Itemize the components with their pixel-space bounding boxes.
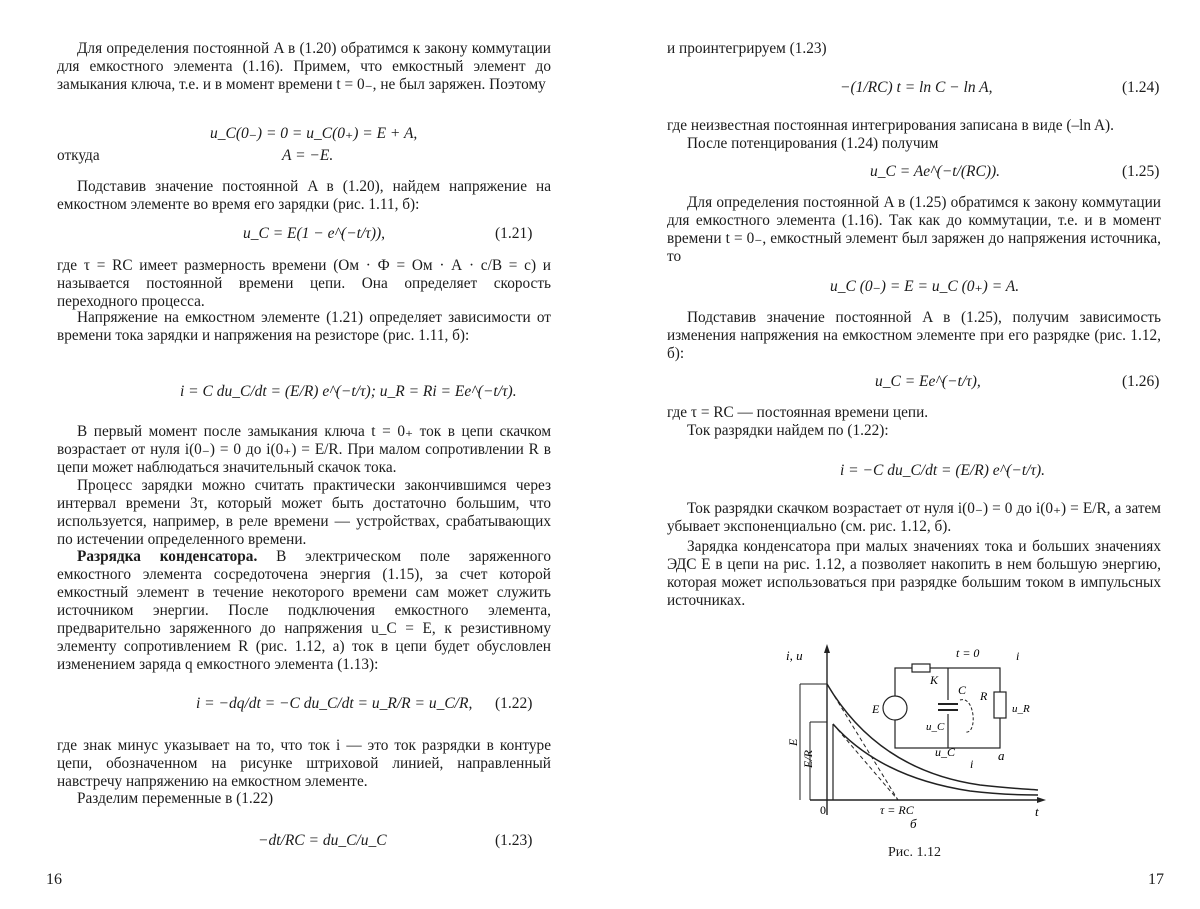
figure-caption: Рис. 1.12 [888, 845, 941, 860]
circuit-label-R: R [980, 689, 988, 703]
paragraph: В первый момент после замыкания ключа t = 0₊ ток в цепи скачком возрастает от нуля i(0₋) = 0 до i(0₊) = E/R. При малом сопротивлении R в цепи может наблюдаться значительный скачок тока. [57, 423, 551, 476]
paragraph: где знак минус указывает на то, что ток i — это ток разрядки в контуре цепи, обозначенном на рисунке штриховой линией, направленный навстречу напряжению на емкостном элементе. [57, 737, 551, 790]
paragraph: Для определения постоянной A в (1.20) обратимся к закону коммутации для емкостного элемента (1.16). Примем, что емкостный элемент до замыкания ключа, т.е. и в момент времени t = 0₋, не был заряжен. Поэтому [57, 40, 551, 93]
paragraph: Для определения постоянной A в (1.25) обратимся к закону коммутации для емкостного элемента (1.16). Так как до коммутации, т.е. и в момент времени t = 0₋, емкостный элемент был заряжен до напряжения источника, то [667, 194, 1161, 265]
equation-number: (1.21) [495, 225, 533, 242]
circuit-label-C: C [958, 683, 967, 697]
figure-1-12 [780, 640, 1050, 830]
circuit-label-E: E [872, 702, 880, 716]
paragraph: и проинтегрируем (1.23) [667, 40, 827, 57]
equation-number: (1.22) [495, 695, 533, 712]
paragraph: Подставив значение постоянной A в (1.20), найдем напряжение на емкостном элементе во время его зарядки (рис. 1.11, б): [57, 178, 551, 213]
equation: u_C (0₋) = E = u_C (0₊) = A. [830, 278, 1020, 295]
equation: −dt/RC = du_C/u_C [258, 832, 387, 849]
equation-number: (1.26) [1122, 373, 1160, 390]
paragraph: где неизвестная постоянная интегрирования записана в виде (–ln A). [667, 117, 1114, 134]
paragraph-text: В электрическом поле заряженного емкостного элемента сосредоточена энергия (1.15), за счет которой емкостный элемент в течение некоторого времени сам может служить источником энергии. После подключения емкостного элемента, предварительно заряженного до напряжения u_C = E, к резистивному элементу сопротивлением R (рис. 1.12, а) ток в цепи будет обусловлен изменением заряда q емкостного элемента (1.13): [57, 548, 551, 673]
equation-number: (1.24) [1122, 79, 1160, 96]
subfig-label-a: а [998, 748, 1005, 763]
circuit-label-t0: t = 0 [956, 646, 980, 660]
equation-number: (1.23) [495, 832, 533, 849]
equation: i = C du_C/dt = (E/R) e^(−t/τ); u_R = Ri = Ee^(−t/τ). [180, 383, 517, 400]
paragraph: Зарядка конденсатора при малых значениях тока и больших значениях ЭДС E в цепи на рис. 1.12, а позволяет накопить в нем большую энергию, которая может использоваться при разрядке большим током в импульсных источниках. [667, 538, 1161, 609]
tau-label: τ = RC [880, 803, 914, 817]
page-number: 16 [46, 871, 62, 888]
page-number: 17 [1148, 871, 1164, 888]
subfig-label-b: б [910, 816, 917, 830]
equation: A = −E. [282, 147, 334, 164]
paragraph: Напряжение на емкостном элементе (1.21) определяет зависимости от времени тока зарядки и напряжения на резисторе (рис. 1.11, б): [57, 309, 551, 344]
paragraph: Процесс зарядки можно считать практически закончившимся через интервал времени 3τ, который может быть достаточно большим, что используется, например, в реле времени — устройствах, срабатывающих по истечении определенного времени. [57, 477, 551, 548]
origin-label: 0 [820, 803, 826, 817]
paragraph: Ток разрядки найдем по (1.22): [687, 422, 889, 439]
equation: i = −C du_C/dt = (E/R) e^(−t/τ). [840, 462, 1046, 479]
paragraph [57, 548, 551, 674]
x-axis-label: t [1035, 804, 1039, 819]
circuit-label-uC: u_C [926, 721, 945, 733]
equation: u_C = Ae^(−t/(RC)). [870, 163, 1001, 180]
equation: i = −dq/dt = −C du_C/dt = u_R/R = u_C/R, [196, 695, 473, 712]
circuit-label-K: K [930, 673, 939, 687]
paragraph: где τ = RC имеет размерность времени (Ом · Ф = Ом · А · с/В = с) и называется постоянной времени цепи. Она определяет скорость переходного процесса. [57, 257, 551, 310]
discharge-loop [960, 700, 973, 733]
y-axis-label: i, u [786, 648, 803, 663]
equation: −(1/RC) t = ln C − ln A, [840, 79, 993, 96]
curve-label-uC: u_C [935, 745, 956, 759]
paragraph: Ток разрядки скачком возрастает от нуля i(0₋) = 0 до i(0₊) = E/R, а затем убывает экспоненциально (см. рис. 1.12, б). [667, 500, 1161, 535]
circuit-label-uR: u_R [1012, 703, 1030, 715]
source-E [883, 696, 907, 720]
equation: u_C = Ee^(−t/τ), [875, 373, 981, 390]
section-heading: Разрядка конденсатора. [77, 548, 258, 565]
label-E: E [786, 738, 800, 746]
right-page [600, 0, 1200, 909]
circuit-label-i: i [1016, 649, 1020, 663]
equation-number: (1.25) [1122, 163, 1160, 180]
curve-i [833, 724, 1038, 795]
word-otkuda: откуда [57, 147, 100, 164]
label-E-over-R: E/R [801, 750, 815, 768]
equation: u_C(0₋) = 0 = u_C(0₊) = E + A, [210, 125, 418, 142]
resistor-R [994, 692, 1006, 718]
paragraph: Разделим переменные в (1.22) [77, 790, 274, 807]
paragraph: После потенцирования (1.24) получим [687, 135, 939, 152]
y-axis-arrow [824, 644, 830, 653]
paragraph: где τ = RC — постоянная времени цепи. [667, 404, 929, 421]
x-axis-arrow [1037, 797, 1046, 803]
equation: u_C = E(1 − e^(−t/τ)), [243, 225, 386, 242]
curve-label-i: i [970, 757, 974, 771]
tangent-i [833, 724, 898, 800]
paragraph: Подставив значение постоянной A в (1.25), получим зависимость изменения напряжения на емкостном элементе при его разрядке (рис. 1.12, б): [667, 309, 1161, 362]
